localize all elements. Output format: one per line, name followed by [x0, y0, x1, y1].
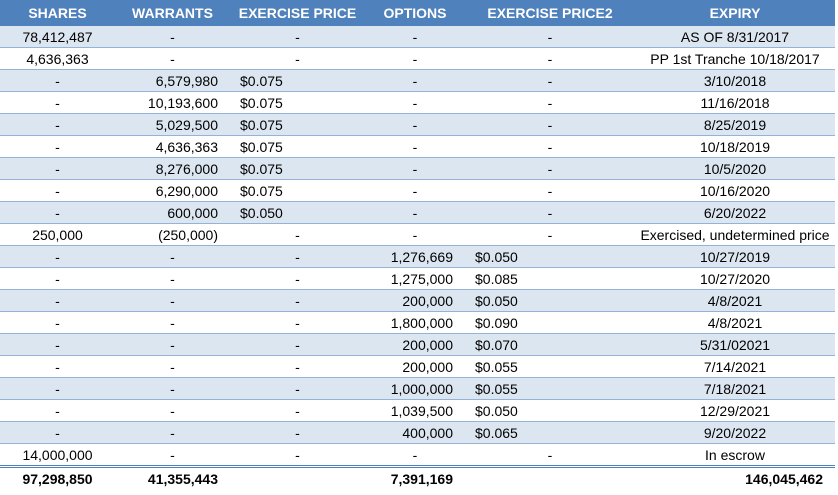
table-row: [0, 136, 835, 158]
cell-options: -: [365, 92, 465, 114]
cell-options: -: [365, 202, 465, 224]
cell-warrants: 4,636,363: [115, 136, 230, 158]
cell-warrants: -: [115, 334, 230, 356]
cell-exercise-price: $0.075: [230, 180, 365, 202]
cell-options: 1,039,500: [365, 400, 465, 422]
cell-exercise-price2: -: [465, 48, 635, 70]
cell-expiry: 8/25/2019: [635, 114, 835, 136]
cell-exercise-price: -: [230, 378, 365, 400]
cell-options: 200,000: [365, 290, 465, 312]
cell-shares: 250,000: [0, 224, 115, 246]
cell-exercise-price2: $0.050: [465, 246, 635, 268]
table-body: [0, 26, 835, 467]
table-row: [0, 180, 835, 202]
table-row: [0, 26, 835, 48]
cell-exercise-price2: -: [465, 158, 635, 180]
cell-exercise-price2: $0.065: [465, 422, 635, 444]
cell-warrants: -: [115, 400, 230, 422]
cell-warrants: -: [115, 312, 230, 334]
cell-options: 200,000: [365, 334, 465, 356]
table-row: [0, 290, 835, 312]
cell-warrants: 5,029,500: [115, 114, 230, 136]
cell-expiry: 11/16/2018: [635, 92, 835, 114]
cell-options: -: [365, 444, 465, 467]
cell-exercise-price: $0.075: [230, 92, 365, 114]
cell-options: -: [365, 224, 465, 246]
cell-exercise-price: -: [230, 334, 365, 356]
cell-options: 400,000: [365, 422, 465, 444]
table-row: [0, 202, 835, 224]
cell-options: -: [365, 114, 465, 136]
header-exercise-price2: EXERCISE PRICE2: [465, 0, 635, 26]
cell-exercise-price: -: [230, 48, 365, 70]
cell-exercise-price2: -: [465, 26, 635, 48]
cell-shares: -: [0, 378, 115, 400]
header-shares: SHARES: [0, 0, 115, 26]
cell-expiry: PP 1st Tranche 10/18/2017: [635, 48, 835, 70]
cell-exercise-price2: $0.070: [465, 334, 635, 356]
total-warrants: 41,355,443: [115, 467, 230, 491]
table-row: [0, 246, 835, 268]
cell-expiry: 12/29/2021: [635, 400, 835, 422]
cell-warrants: -: [115, 268, 230, 290]
totals-row: [0, 467, 835, 491]
cell-exercise-price2: $0.055: [465, 378, 635, 400]
cell-warrants: -: [115, 444, 230, 467]
cell-warrants: -: [115, 26, 230, 48]
cell-expiry: 9/20/2022: [635, 422, 835, 444]
cell-exercise-price: $0.050: [230, 202, 365, 224]
cell-expiry: 10/27/2019: [635, 246, 835, 268]
cell-expiry: 4/8/2021: [635, 312, 835, 334]
cell-options: -: [365, 48, 465, 70]
cell-expiry: 3/10/2018: [635, 70, 835, 92]
total-exercise-price2: [465, 467, 635, 491]
header-warrants: WARRANTS: [115, 0, 230, 26]
table-row: [0, 158, 835, 180]
cell-exercise-price2: -: [465, 202, 635, 224]
cell-exercise-price2: $0.055: [465, 356, 635, 378]
header-row: [0, 0, 835, 26]
cell-shares: -: [0, 70, 115, 92]
cell-expiry: 10/27/2020: [635, 268, 835, 290]
cell-exercise-price: -: [230, 444, 365, 467]
cell-shares: -: [0, 158, 115, 180]
cell-exercise-price2: -: [465, 92, 635, 114]
cell-exercise-price: -: [230, 268, 365, 290]
cell-shares: -: [0, 312, 115, 334]
table-row: [0, 224, 835, 246]
cell-exercise-price2: -: [465, 444, 635, 467]
cell-options: 1,275,000: [365, 268, 465, 290]
cell-exercise-price: -: [230, 290, 365, 312]
cell-options: -: [365, 26, 465, 48]
cell-warrants: 10,193,600: [115, 92, 230, 114]
cell-expiry: 4/8/2021: [635, 290, 835, 312]
cell-options: 1,800,000: [365, 312, 465, 334]
cell-exercise-price2: -: [465, 70, 635, 92]
cell-shares: -: [0, 136, 115, 158]
cell-options: -: [365, 158, 465, 180]
cell-shares: -: [0, 400, 115, 422]
table-row: [0, 400, 835, 422]
header-exercise-price: EXERCISE PRICE: [230, 0, 365, 26]
cell-exercise-price2: $0.050: [465, 400, 635, 422]
cell-exercise-price: $0.075: [230, 114, 365, 136]
cell-shares: -: [0, 422, 115, 444]
cell-warrants: 6,579,980: [115, 70, 230, 92]
cell-warrants: (250,000): [115, 224, 230, 246]
table-row: [0, 334, 835, 356]
total-options: 7,391,169: [365, 467, 465, 491]
cell-shares: -: [0, 290, 115, 312]
cell-shares: 14,000,000: [0, 444, 115, 467]
cell-exercise-price2: $0.085: [465, 268, 635, 290]
cell-exercise-price: $0.075: [230, 158, 365, 180]
cell-expiry: 5/31/02021: [635, 334, 835, 356]
cell-warrants: -: [115, 48, 230, 70]
cell-shares: -: [0, 246, 115, 268]
cell-exercise-price2: -: [465, 224, 635, 246]
cell-exercise-price: $0.075: [230, 70, 365, 92]
total-exercise-price: [230, 467, 365, 491]
total-shares: 97,298,850: [0, 467, 115, 491]
cell-exercise-price2: -: [465, 180, 635, 202]
cell-shares: -: [0, 334, 115, 356]
cell-options: -: [365, 70, 465, 92]
cell-options: 1,000,000: [365, 378, 465, 400]
cell-exercise-price: -: [230, 312, 365, 334]
cell-expiry: 10/16/2020: [635, 180, 835, 202]
cell-exercise-price: -: [230, 422, 365, 444]
cell-shares: -: [0, 268, 115, 290]
cell-warrants: -: [115, 356, 230, 378]
table-row: [0, 312, 835, 334]
cell-warrants: 6,290,000: [115, 180, 230, 202]
header-options: OPTIONS: [365, 0, 465, 26]
header-expiry: EXPIRY: [635, 0, 835, 26]
table-row: [0, 48, 835, 70]
cell-exercise-price: $0.075: [230, 136, 365, 158]
cell-warrants: 8,276,000: [115, 158, 230, 180]
table-row: [0, 378, 835, 400]
cell-exercise-price: -: [230, 26, 365, 48]
cell-shares: -: [0, 114, 115, 136]
table-row: [0, 422, 835, 444]
table-row: [0, 114, 835, 136]
cell-exercise-price2: $0.050: [465, 290, 635, 312]
cell-expiry: Exercised, undetermined price: [635, 224, 835, 246]
cell-exercise-price: -: [230, 356, 365, 378]
table-row: [0, 92, 835, 114]
cell-options: -: [365, 180, 465, 202]
cell-warrants: -: [115, 378, 230, 400]
cell-expiry: In escrow: [635, 444, 835, 467]
cell-options: -: [365, 136, 465, 158]
cell-warrants: -: [115, 246, 230, 268]
table-row: [0, 356, 835, 378]
cell-shares: -: [0, 202, 115, 224]
total-expiry: 146,045,462: [635, 467, 835, 491]
cell-shares: -: [0, 92, 115, 114]
table-row: [0, 444, 835, 467]
cell-shares: -: [0, 356, 115, 378]
cell-expiry: 7/14/2021: [635, 356, 835, 378]
cell-shares: 4,636,363: [0, 48, 115, 70]
cell-shares: 78,412,487: [0, 26, 115, 48]
cell-expiry: 7/18/2021: [635, 378, 835, 400]
cell-exercise-price: -: [230, 246, 365, 268]
cell-warrants: -: [115, 290, 230, 312]
cell-warrants: -: [115, 422, 230, 444]
cell-warrants: 600,000: [115, 202, 230, 224]
cell-expiry: 10/18/2019: [635, 136, 835, 158]
cell-exercise-price: -: [230, 224, 365, 246]
cell-exercise-price2: -: [465, 114, 635, 136]
cell-expiry: AS OF 8/31/2017: [635, 26, 835, 48]
cell-options: 200,000: [365, 356, 465, 378]
cell-expiry: 6/20/2022: [635, 202, 835, 224]
table-row: [0, 70, 835, 92]
cell-options: 1,276,669: [365, 246, 465, 268]
cell-exercise-price2: $0.090: [465, 312, 635, 334]
cell-exercise-price2: -: [465, 136, 635, 158]
table-row: [0, 268, 835, 290]
cell-expiry: 10/5/2020: [635, 158, 835, 180]
cell-shares: -: [0, 180, 115, 202]
cell-exercise-price: -: [230, 400, 365, 422]
